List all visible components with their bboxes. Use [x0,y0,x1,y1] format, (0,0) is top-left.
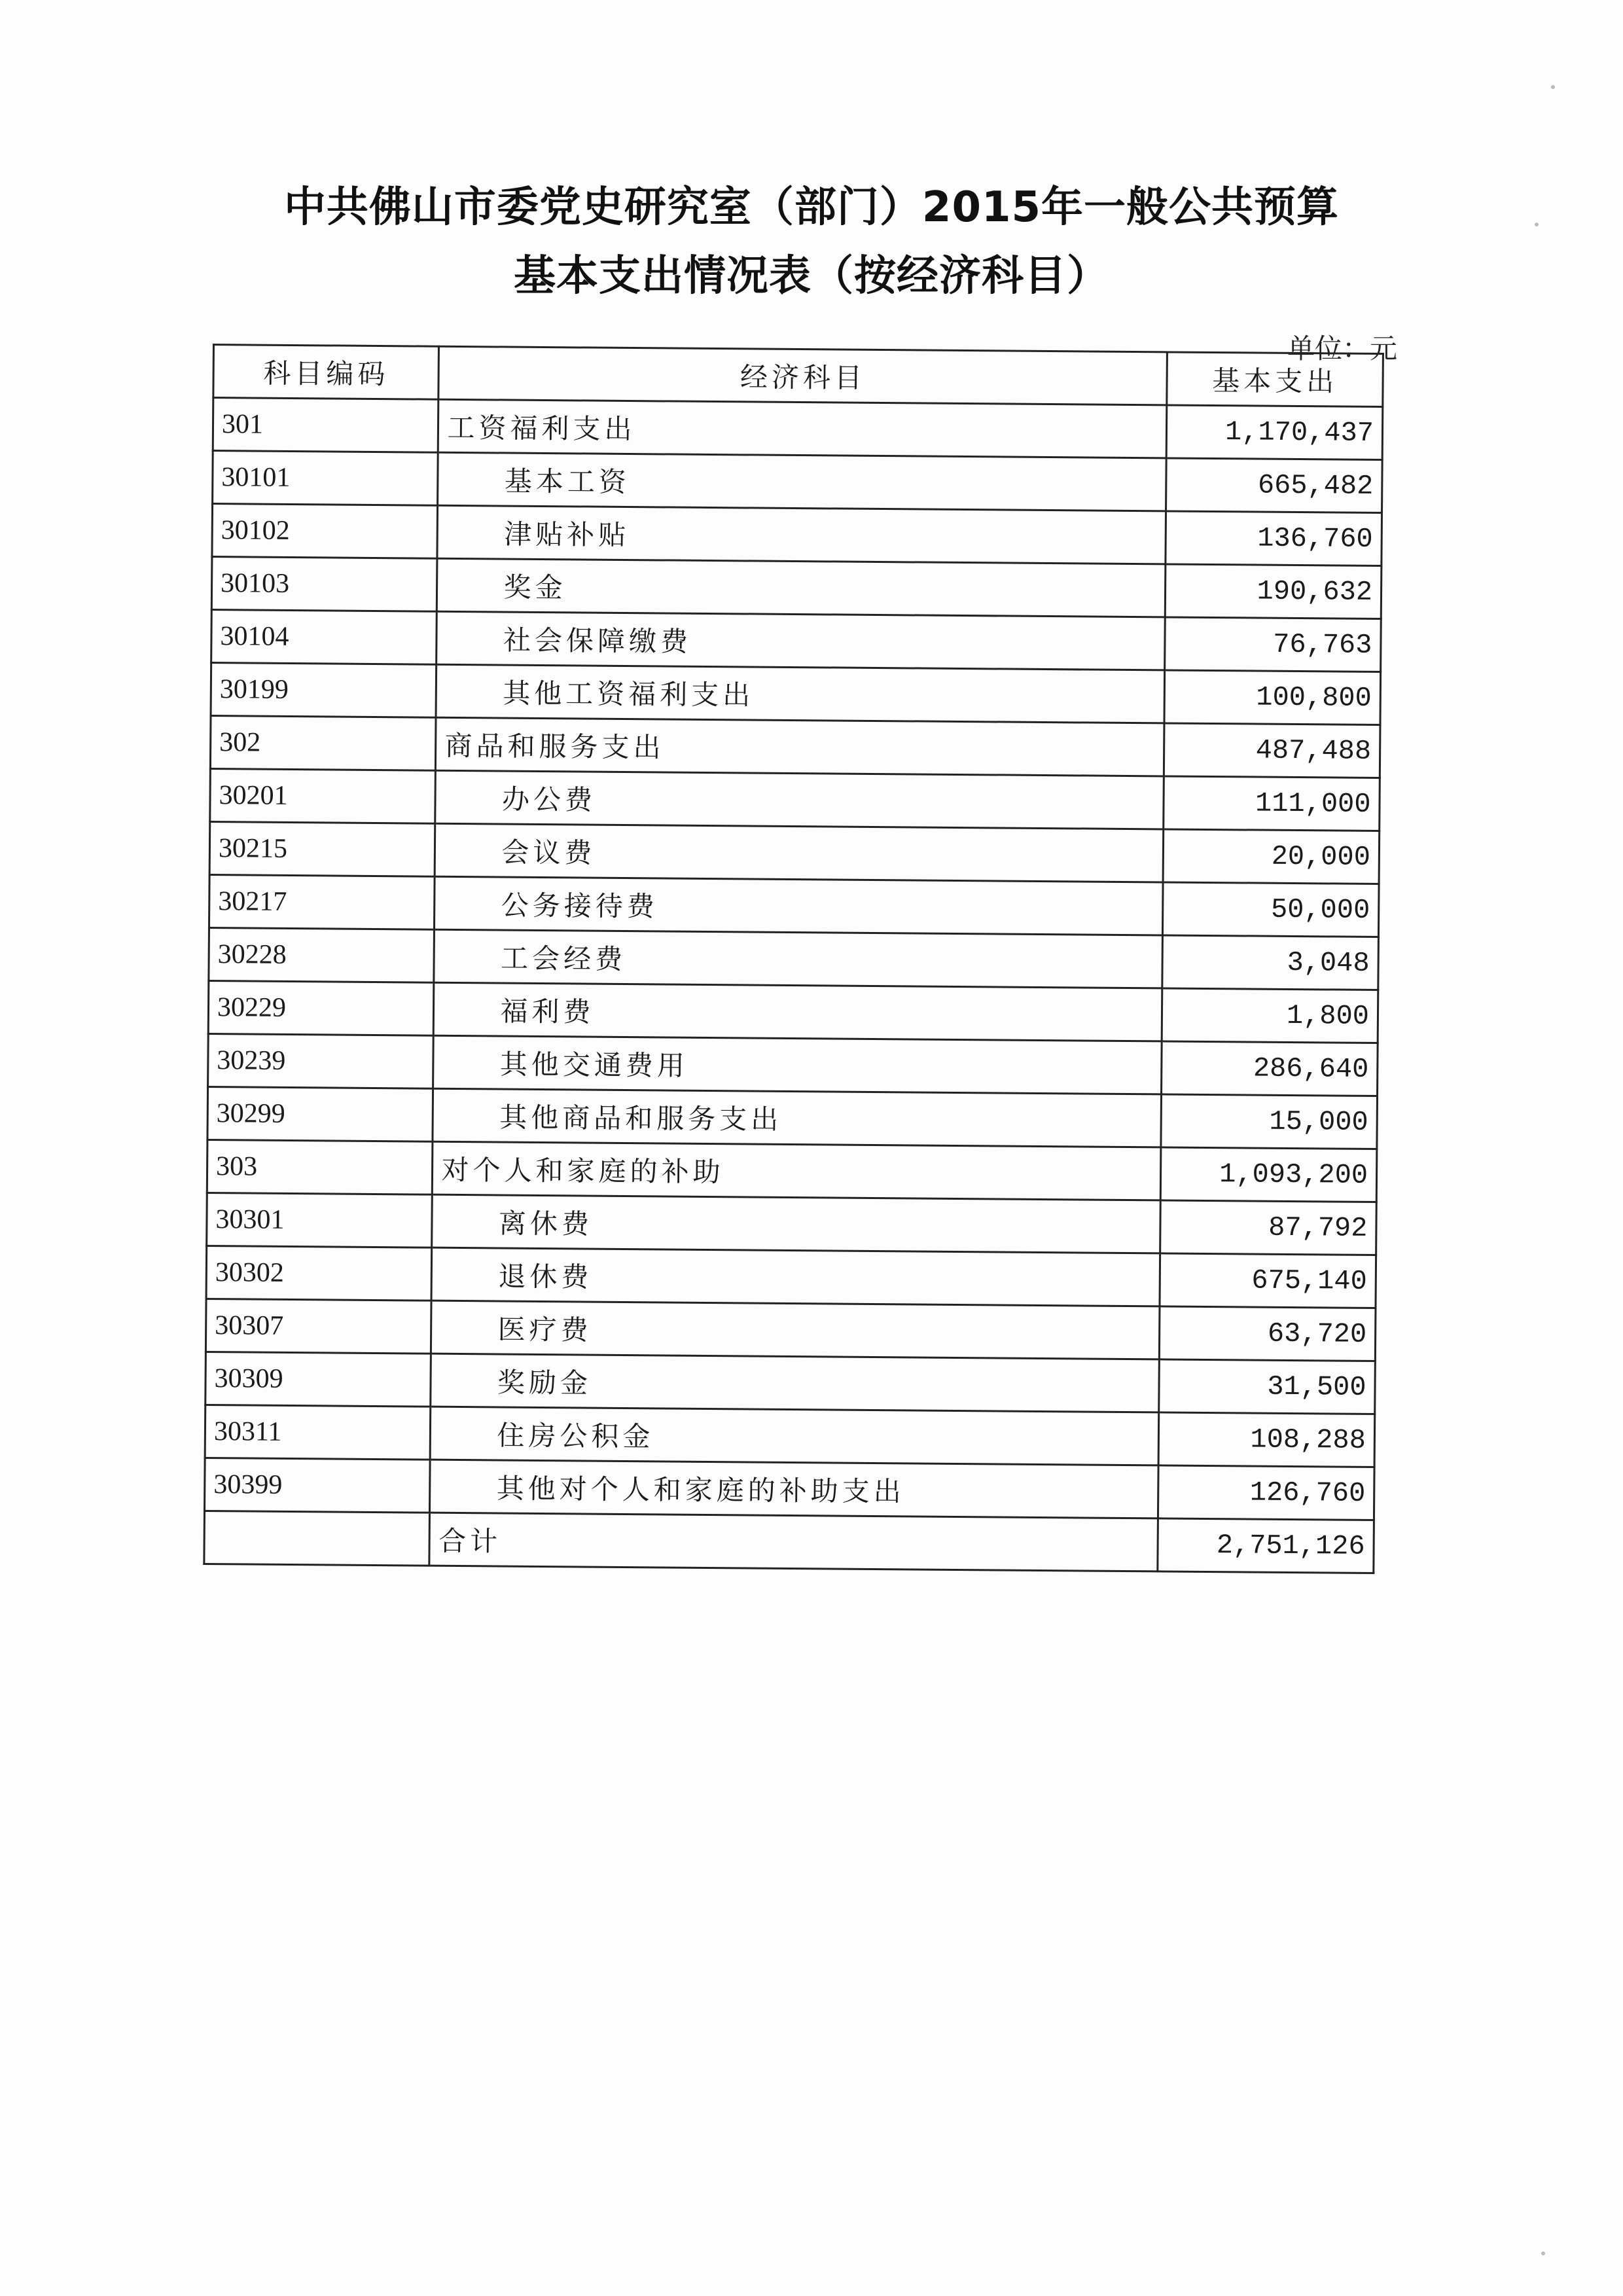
table-row [207,1193,1377,1255]
row-amount: 665,482 [1166,458,1382,513]
document-title-line2: 基本支出情况表（按经济科目） [514,252,1109,300]
total-amount: 2,751,126 [1158,1518,1374,1573]
row-name: 其他商品和服务支出 [433,1088,1161,1147]
row-name: 医疗费 [431,1300,1160,1359]
row-amount: 108,288 [1158,1412,1374,1467]
scan-speck [1541,2251,1545,2255]
document-title-line1: 中共佛山市委党史研究室（部门）2015年一般公共预算 [283,183,1340,232]
row-name: 离休费 [432,1194,1160,1253]
row-code: 303 [207,1139,433,1194]
row-code: 30199 [211,662,437,717]
row-name: 办公费 [435,770,1164,829]
row-name: 社会保障缴费 [437,611,1165,670]
table-body [204,398,1383,1573]
row-code: 30299 [207,1086,433,1141]
row-name: 奖励金 [431,1354,1159,1412]
budget-table [203,344,1384,1574]
row-amount: 286,640 [1162,1041,1378,1096]
table-row [211,662,1381,725]
row-amount: 675,140 [1160,1253,1376,1308]
table-row [207,1139,1377,1202]
row-code: 30102 [212,504,438,559]
row-code: 30215 [209,821,435,876]
row-code: 30229 [208,980,434,1035]
total-label: 合计 [429,1513,1158,1571]
table-row [210,768,1380,831]
row-code: 30101 [213,451,438,506]
row-name: 退休费 [432,1247,1160,1306]
table-row [211,557,1382,619]
row-name: 商品和服务支出 [436,717,1164,776]
table-row [206,1246,1376,1308]
row-code: 30217 [209,874,435,929]
row-code: 30302 [206,1246,432,1300]
row-amount: 76,763 [1165,617,1381,672]
row-name: 会议费 [435,823,1164,882]
row-code: 30239 [208,1033,434,1088]
scan-speck [1551,85,1555,89]
row-code: 30311 [205,1405,431,1460]
row-name: 其他交通费用 [433,1035,1162,1094]
row-amount: 136,760 [1166,511,1382,566]
row-code: 30309 [205,1352,431,1407]
row-name: 福利费 [434,982,1162,1041]
table-row [208,1033,1378,1096]
row-name: 津贴补贴 [437,505,1166,564]
table-row [211,609,1382,672]
header-code: 科目编码 [213,345,439,400]
row-code: 30104 [211,609,437,664]
row-code: 301 [213,398,438,453]
row-code: 302 [210,715,436,770]
row-code: 30301 [207,1193,433,1247]
row-amount: 190,632 [1165,564,1381,619]
table-row [210,715,1380,778]
unit-label: 单位：元 [1287,332,1397,365]
table-row [209,874,1379,937]
row-name: 工资福利支出 [438,399,1167,458]
row-code: 30103 [211,557,437,612]
row-name: 工会经费 [434,929,1162,988]
row-amount: 87,792 [1160,1200,1376,1255]
table-row [205,1405,1375,1467]
row-code: 30399 [204,1458,430,1513]
row-amount: 50,000 [1163,882,1379,937]
scan-speck [1535,223,1539,226]
row-amount: 487,488 [1164,723,1380,778]
table-row [207,1086,1378,1149]
header-name: 经济科目 [438,346,1167,405]
row-code: 30228 [209,927,435,982]
table-row [209,821,1380,884]
table-row [205,1352,1376,1414]
row-amount: 100,800 [1164,670,1380,725]
row-amount: 15,000 [1161,1094,1377,1149]
row-name: 基本工资 [438,452,1166,511]
header-amount: 基本支出 [1167,352,1383,407]
row-amount: 126,760 [1158,1465,1374,1520]
table-header-row [213,345,1383,407]
row-name: 对个人和家庭的补助 [433,1141,1161,1200]
table-row [208,980,1378,1043]
row-amount: 20,000 [1163,829,1379,884]
total-row [204,1511,1374,1573]
table-row [213,398,1383,460]
row-name: 奖金 [437,558,1166,617]
row-amount: 111,000 [1164,776,1380,831]
table-row [213,451,1383,513]
row-name: 公务接待费 [435,876,1163,935]
row-name: 住房公积金 [431,1407,1159,1465]
row-code [204,1511,430,1566]
row-amount: 63,720 [1160,1306,1376,1361]
row-code: 30201 [210,768,436,823]
row-amount: 1,800 [1162,988,1378,1043]
row-amount: 1,170,437 [1166,405,1382,460]
table-row [209,927,1379,990]
row-amount: 1,093,200 [1160,1147,1376,1202]
row-amount: 31,500 [1159,1359,1375,1414]
row-name: 其他工资福利支出 [437,664,1165,723]
table-row [212,504,1382,566]
row-code: 30307 [205,1299,431,1354]
row-amount: 3,048 [1162,935,1378,990]
table-row [205,1299,1376,1361]
row-name: 其他对个人和家庭的补助支出 [430,1460,1158,1518]
table-row [204,1458,1374,1520]
